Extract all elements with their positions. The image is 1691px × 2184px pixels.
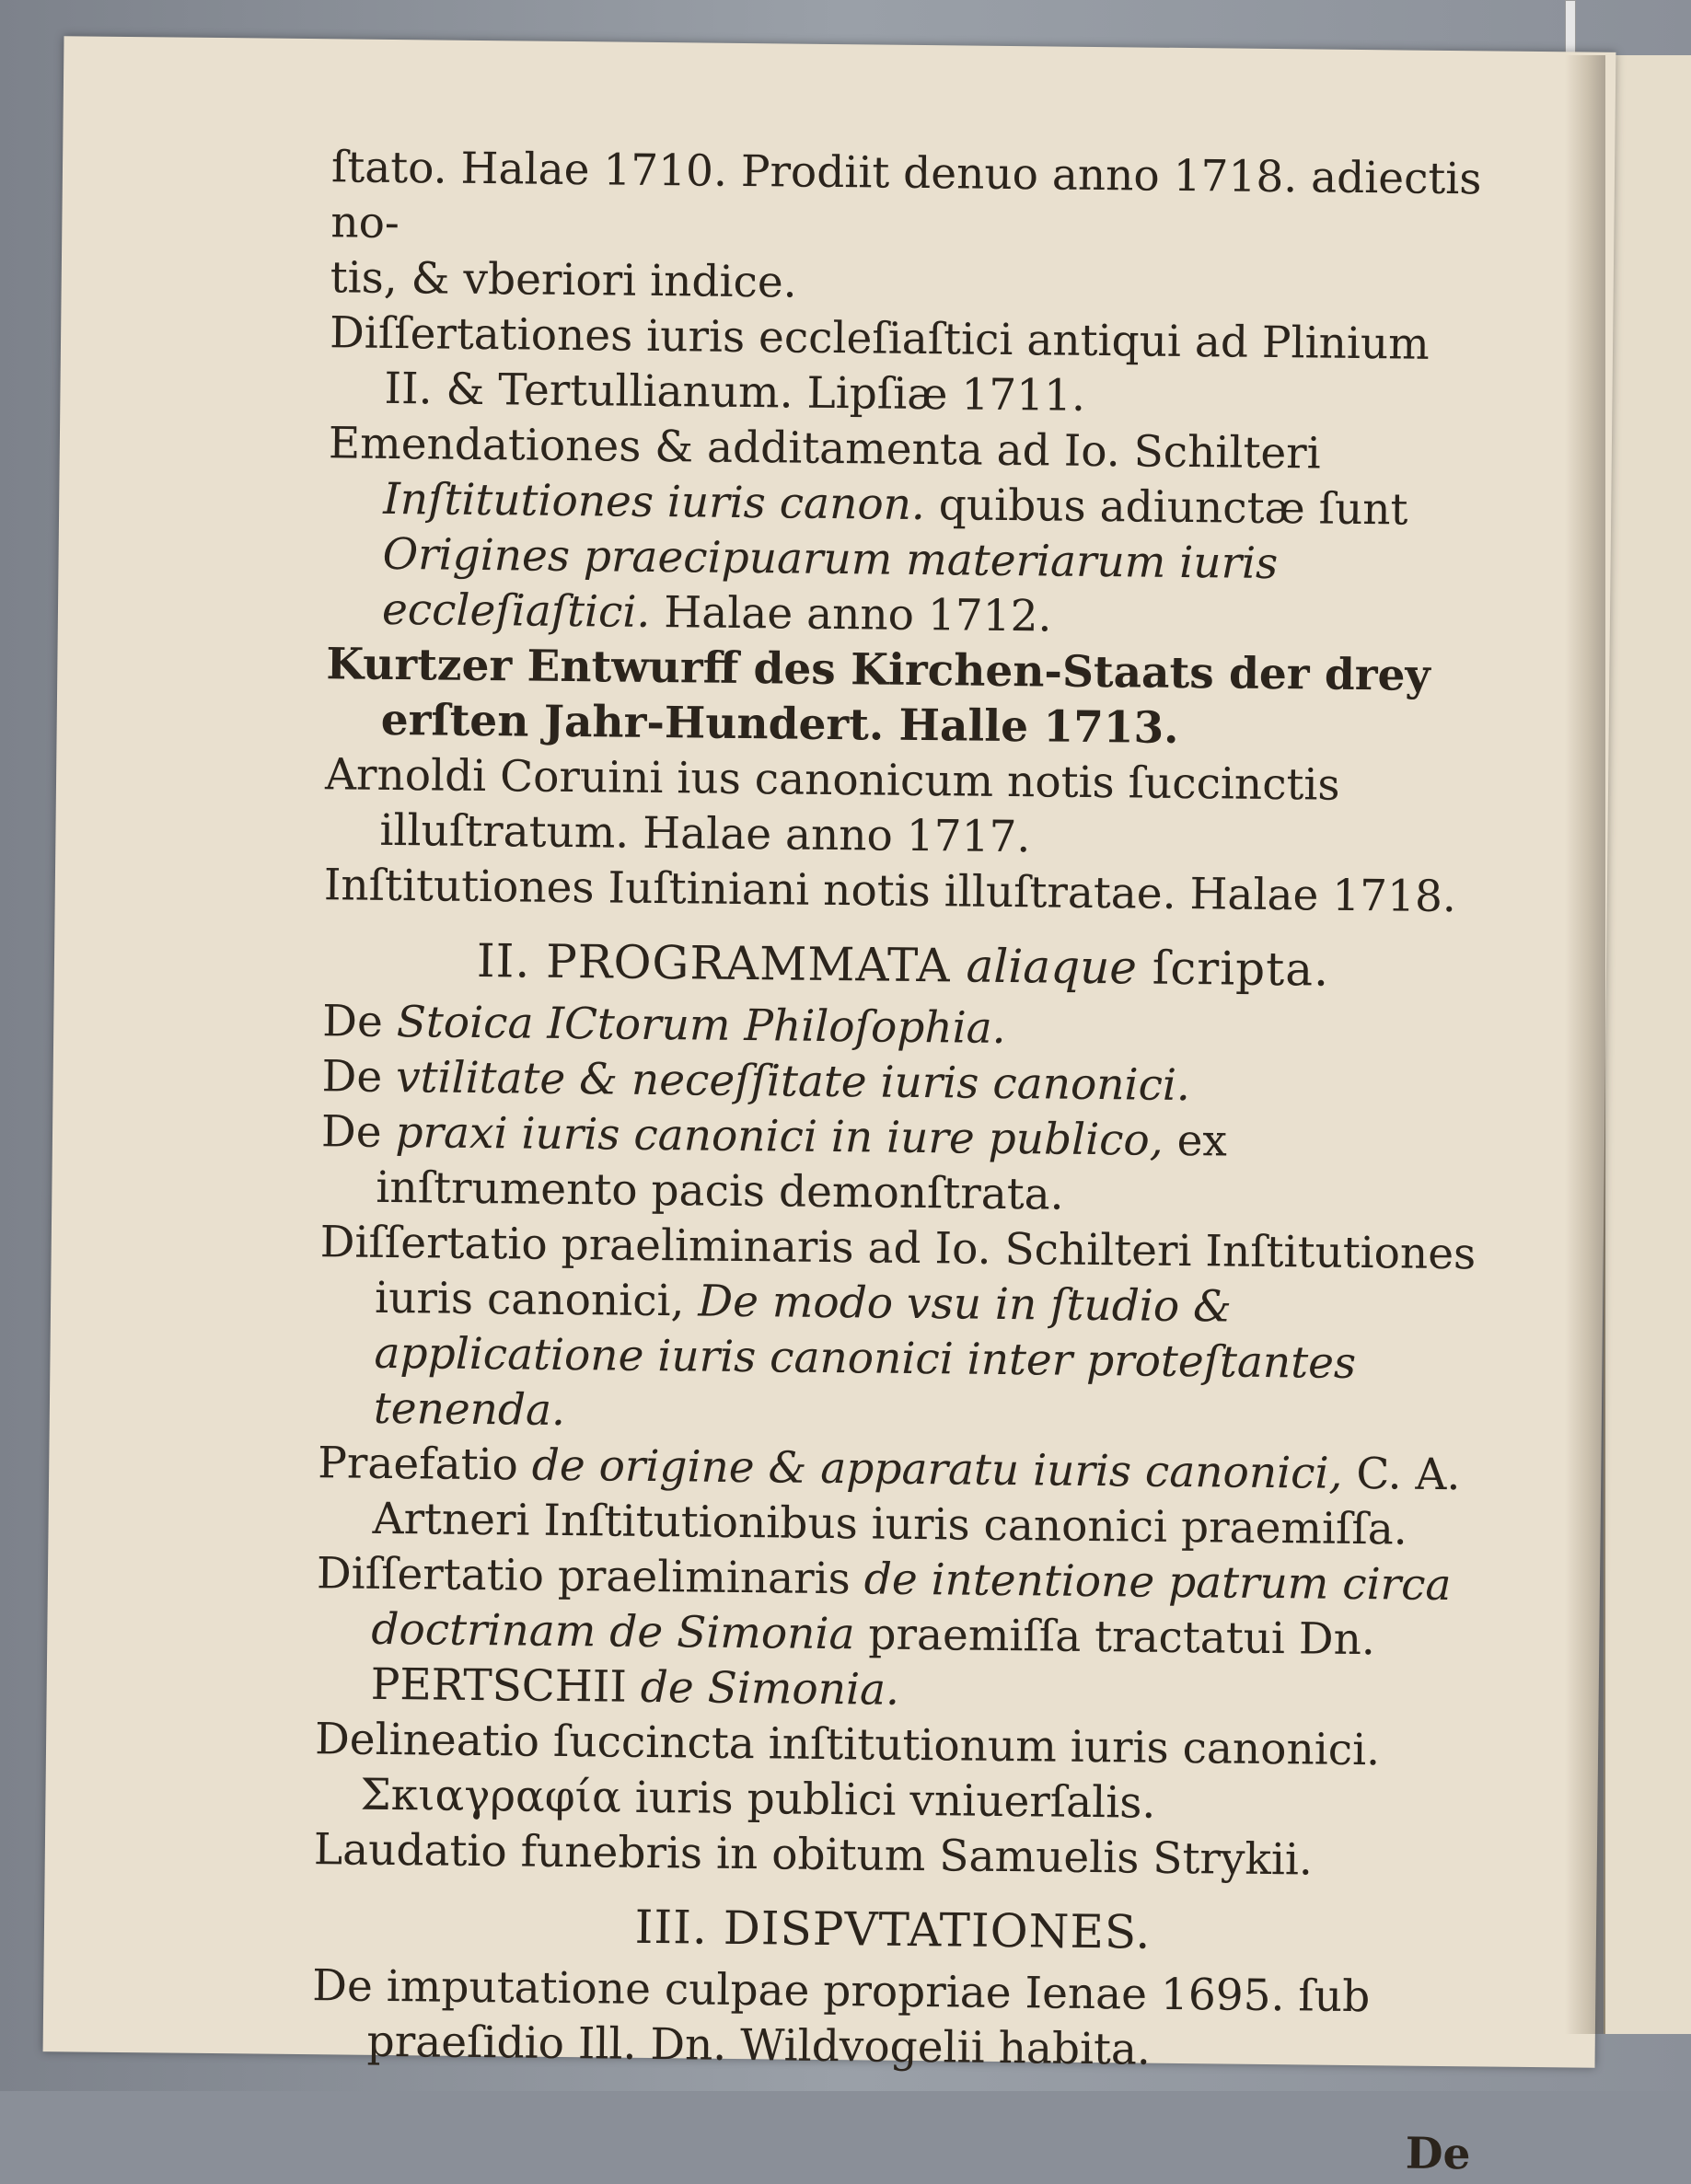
bibliography-entry: Arnoldi Coruini ius canonicum notis ſuccinctis illuſtratum. Halae anno 1717.	[324, 749, 1340, 863]
gutter-shadow	[1565, 55, 1605, 2034]
programma-entry: Diſſertatio praeliminaris de intentione patrum circa doctrinam de Simonia praemiſſa tractatui Dn. PERTSCHII de Simonia.	[316, 1548, 1452, 1716]
programma-entry: Praefatio de origine & apparatu iuris canonici, C. A. Artneri Inſtitutionibus iuris canonici praemiſſa.	[318, 1438, 1461, 1555]
bibliography-entry: Emendationes & additamenta ad Io. Schilteri Inſtitutiones iuris canon. quibus adiunctæ ſunt Origines praecipuarum materiarum iuris eccleſiaſtici. Halae anno 1712.	[328, 418, 1408, 642]
programma-entry: De vtilitate & neceſſitate iuris canonici.	[321, 1051, 1191, 1112]
facing-page-edge	[1604, 55, 1691, 2034]
programma-entry: Delineatio ſuccincta inſtitutionum iuris canonici.	[314, 1714, 1381, 1776]
programma-entry: Diſſertatio praeliminaris ad Io. Schilteri Inſtitutiones iuris canonici, De modo vsu in ſtudio & applicatione iuris canonici inter proteſtantes tenenda.	[319, 1217, 1477, 1437]
section-heading-disputationes: III. DISPVTATIONES.	[634, 1900, 1152, 1959]
programma-entry: De praxi iuris canonici in iure publico, ex inſtrumento pacis demonſtrata.	[320, 1106, 1228, 1220]
programma-entry: De Stoica ICtorum Philoſophia.	[322, 996, 1006, 1055]
page-content	[310, 140, 1491, 2182]
bibliography-entry-fraktur: Kurtzer Entwurff des Kirchen-Staats der drey erſten Jahr-Hundert. Halle 1713.	[326, 639, 1431, 754]
bibliography-entry: Inſtitutiones Iuſtiniani notis illuſtratae. Halae 1718.	[323, 860, 1457, 923]
continued-entry	[330, 140, 1491, 318]
catchword: De	[1405, 2128, 1471, 2180]
bibliography-entry: Diſſertationes iuris eccleſiaſtici antiqui ad Plinium II. & Tertullianum. Lipſiæ 1711.	[329, 307, 1430, 422]
text-line: ſtato. Halae 1710. Prodiit denuo anno 1718. adiectis no-	[330, 142, 1482, 249]
programma-entry: Σκιαγραφία iuris publici vniuerſalis.	[360, 1769, 1156, 1829]
section-heading-programmata: II. PROGRAMMATA aliaque ſcripta.	[476, 933, 1330, 997]
book-page	[43, 36, 1616, 2180]
disputatio-entry: De imputatione culpae propriae Ienae 1695. ſub praeſidio Ill. Dn. Wildvogelii habita.	[312, 1960, 1371, 2075]
text-line: tis, & vberiori indice.	[330, 252, 797, 308]
programma-entry: Laudatio funebris in obitum Samuelis Strykii.	[313, 1824, 1314, 1886]
